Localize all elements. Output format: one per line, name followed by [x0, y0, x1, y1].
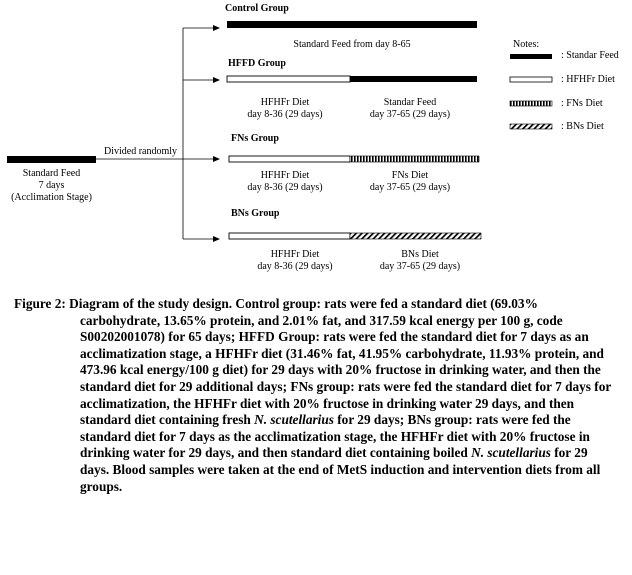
hffd-phase2-label — [340, 97, 480, 121]
legend-swatch-bns — [510, 124, 552, 129]
bns-phase2-diet: BNs Diet — [401, 249, 439, 260]
hffd-phase1-diet: HFHFr Diet — [260, 97, 310, 108]
fns-phase2-period: day 37-65 (29 days) — [369, 182, 451, 193]
arrow-to-control — [213, 25, 220, 31]
figure-caption — [14, 296, 614, 495]
hffd-phase2-period: day 37-65 (29 days) — [369, 109, 451, 120]
bns-bar-hfhfr — [229, 233, 350, 239]
fns-bar-fns — [350, 156, 479, 162]
acclimation-bar — [7, 156, 96, 163]
arrow-heads — [213, 25, 220, 242]
hffd-phase1-label — [215, 97, 355, 121]
arrow-to-hffd — [213, 77, 220, 83]
bns-group-title: BNs Group — [231, 208, 280, 219]
hffd-bar-hfhfr — [227, 76, 350, 82]
caption-text-1: Diagram of the study design. Control group: rats were fed a standard diet (69.03% carbohydrate, 13.65% protein, and 2.01% fat, and 317.59 kcal energy per 100 g, code S00202001078) for 65 days; HFFD Group: rats were fed the standard diet for 7 days as an acclimatization stage, a HFHFr diet (31.46% fat, 41.95% carbohydrate, 11.93% protein, and 473.96 kcal energy/100 g diet) for 29 days with 20% fructose in drinking water, and then the standard diet for 29 additional days; FNs group: rats were fed the standard diet for 7 days for acclimatization, the HFHFr diet with 20% fructose in drinking water 29 days, and then standard diet containing fresh — [69, 296, 612, 428]
bns-phase1-period: day 8-36 (29 days) — [257, 261, 333, 272]
caption-species-2: N. scutellarius — [471, 445, 551, 461]
control-feed-label: Standard Feed from day 8-65 — [293, 39, 411, 50]
fns-phase2-label — [340, 170, 480, 194]
arrow-to-fns — [213, 156, 220, 162]
legend-swatch-hfhfr — [510, 77, 552, 82]
control-bar — [227, 21, 477, 28]
caption-text-3: for 29 days. Blood samples were taken at the end of MetS induction and intervention diets from all groups. — [80, 445, 601, 494]
fns-phase1-label — [215, 170, 355, 194]
legend-label-fns: : FNs Diet — [561, 98, 603, 109]
hffd-bar-standard — [350, 76, 477, 82]
hffd-phase2-diet: Standar Feed — [383, 97, 437, 108]
caption-text-2: for 29 days; BNs group: rats were fed the standard diet for 7 days as the acclimatization stage, the HFHFr diet with 20% fructose in drinking water for 29 days, and then standard diet containing boiled — [80, 412, 590, 461]
bns-phase1-diet: HFHFr Diet — [270, 249, 320, 260]
legend-swatch-fns — [510, 101, 552, 106]
acclimation-stage-name: (Acclimation Stage) — [11, 192, 92, 203]
acclimation-feed: Standard Feed — [22, 168, 81, 179]
acclimation-duration: 7 days — [38, 180, 65, 191]
arrow-to-bns — [213, 236, 220, 242]
fns-phase2-diet: FNs Diet — [391, 170, 429, 181]
fns-phase1-period: day 8-36 (29 days) — [247, 182, 323, 193]
control-group-title: Control Group — [225, 3, 289, 14]
caption-species-1: N. scutellarius — [254, 412, 334, 428]
bns-bar-bns — [350, 233, 481, 239]
acclimation-label — [7, 168, 96, 204]
fns-bar-hfhfr — [229, 156, 350, 162]
caption-paragraph — [14, 296, 614, 495]
hffd-phase1-period: day 8-36 (29 days) — [247, 109, 323, 120]
fns-group-title: FNs Group — [231, 133, 279, 144]
caption-label: Figure 2: — [14, 296, 66, 311]
divided-randomly-label: Divided randomly — [104, 146, 178, 157]
legend-title: Notes: — [513, 39, 540, 50]
branch-connector — [96, 28, 214, 239]
legend-label-standard: : Standar Feed — [561, 50, 619, 61]
fns-phase1-diet: HFHFr Diet — [260, 170, 310, 181]
bns-phase2-label — [350, 249, 490, 273]
hffd-group-title: HFFD Group — [228, 58, 286, 69]
legend-swatch-standard — [510, 54, 552, 59]
legend-label-bns: : BNs Diet — [561, 121, 604, 132]
bns-phase2-period: day 37-65 (29 days) — [379, 261, 461, 272]
bns-phase1-label — [225, 249, 365, 273]
legend-label-hfhfr: : HFHFr Diet — [561, 74, 615, 85]
